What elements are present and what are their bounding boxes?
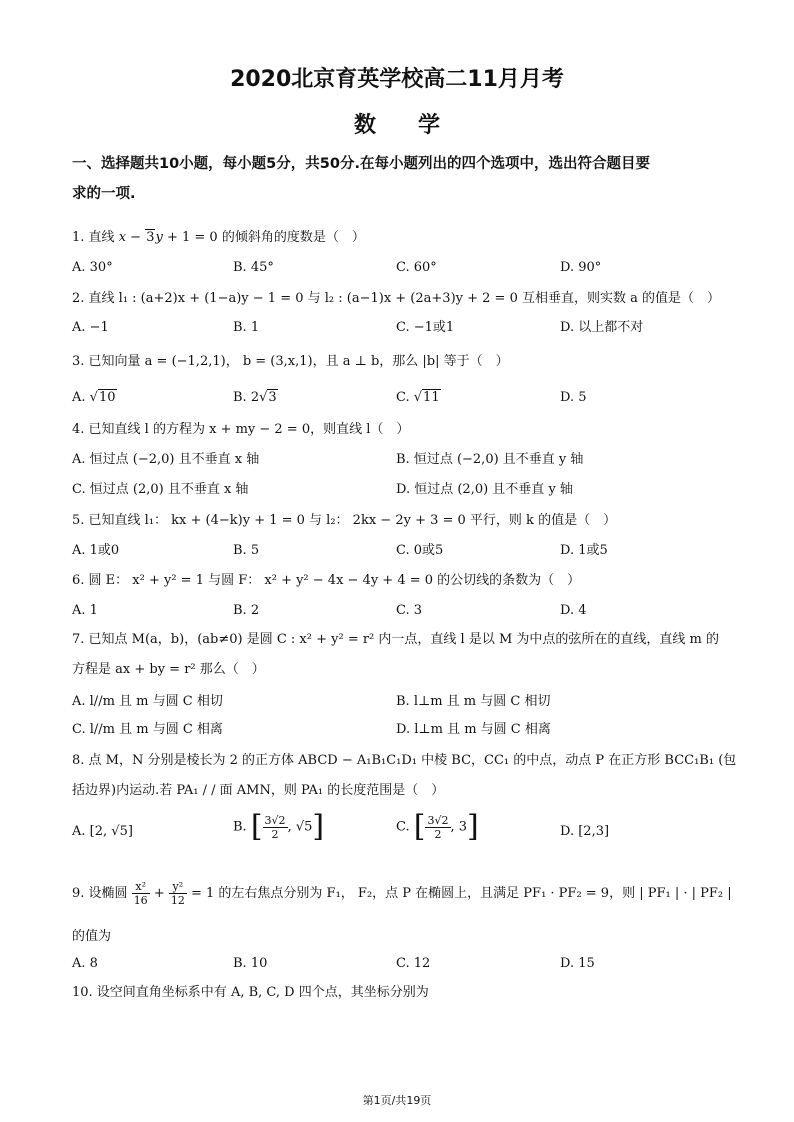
q3-option-b: B. 2√3 [233, 390, 277, 405]
q8-option-a [72, 822, 133, 842]
q8-c-label: C. [396, 819, 410, 835]
question-7-stem-line1: 7. 已知点 M(a，b)，(ab≠0) 是圆 C : x² + y² = r² 内一点，直线 l 是以 M 为中点的弦所在的直线，直线 m 的 [72, 632, 719, 647]
q2-option-a: A. −1 [72, 320, 109, 335]
q8-b-label: B. [233, 819, 247, 835]
subject-title: 数学 [353, 113, 482, 138]
question-2-stem: 2. 直线 l₁ : (a+2)x + (1−a)y − 1 = 0 与 l₂ : (a−1)x + (2a+3)y + 2 = 0 互相垂直，则实数 a 的值是（ ） [72, 291, 720, 306]
q3-c-label: C. [396, 390, 410, 405]
q2-option-d: D. 以上都不对 [560, 320, 644, 335]
q4-option-c: C. 恒过点 (2,0) 且不垂直 x 轴 [72, 482, 249, 497]
q8-c-tail: , 3 [450, 819, 468, 835]
section-heading-line1: 一、选择题共10小题，每小题5分，共50分.在每小题列出的四个选项中，选出符合题目要 [72, 156, 650, 172]
q1-option-d: D. 90° [560, 260, 602, 275]
q3-b-value: 3 [268, 390, 277, 405]
q7-option-a: A. l//m 且 m 与圆 C 相切 [72, 694, 223, 709]
sqrt-symbol: 3 [146, 230, 155, 245]
q8-a-label: A. [72, 824, 86, 839]
question-6-stem: 6. 圆 E： x² + y² = 1 与圆 F： x² + y² − 4x − 4y + 4 = 0 的公切线的条数为（ ） [72, 573, 581, 588]
question-7-stem-line2: 方程是 ax + by = r² 那么（ ） [72, 662, 265, 677]
q6-option-c: C. 3 [396, 603, 423, 618]
page-footer: 第1页/共19页 [362, 1094, 432, 1107]
q6-option-b: B. 2 [233, 603, 260, 618]
q3-c-value: 11 [423, 390, 440, 405]
q9-option-c: C. 12 [396, 956, 431, 971]
q1-stem-post: 的倾斜角的度数是（ ） [221, 230, 365, 245]
q7-option-c: C. l//m 且 m 与圆 C 相离 [72, 722, 223, 737]
fraction-numerator: 3√2 [427, 813, 449, 827]
q3-option-a: A. √10 [72, 390, 116, 405]
fraction-denominator: 12 [170, 894, 185, 907]
q3-option-c: C. √11 [396, 390, 440, 405]
exam-title: 2020北京育英学校高二11月月考 [230, 67, 564, 92]
question-8-stem-line2: 括边界)内运动.若 PA₁ / / 面 AMN，则 PA₁ 的长度范围是（ ） [72, 783, 445, 798]
fraction [263, 814, 288, 841]
fraction [169, 880, 187, 907]
q2-option-b: B. 1 [233, 320, 260, 335]
q8-option-d: D. [2,3] [560, 824, 610, 839]
right-bracket-icon: ] [467, 809, 479, 844]
question-4-stem: 4. 已知直线 l 的方程为 x + my − 2 = 0，则直线 l（ ） [72, 422, 410, 437]
question-9-stem: 9. 设椭圆 $\frac{\text{x²}}{16}$ + $\frac{\text{y²}}{12}$ = 1 的左右焦点分别为 F₁， F₂，点 P 在椭圆上，且满足 PF₁ · PF₂ = 9，则 | PF₁ | · | PF₂ | [72, 880, 732, 907]
left-bracket-icon: [ [250, 809, 263, 844]
q6-option-a: A. 1 [72, 603, 98, 618]
fraction-denominator: 16 [133, 894, 148, 907]
fraction-denominator: 2 [271, 827, 279, 841]
q5-option-c: C. 0或5 [396, 543, 444, 558]
q9-option-a: A. 8 [72, 956, 98, 971]
fraction [132, 880, 150, 907]
q1-option-b: B. 45° [233, 260, 274, 275]
q4-option-b: B. 恒过点 (−2,0) 且不垂直 y 轴 [396, 452, 584, 467]
q8-option-b [233, 809, 325, 844]
q5-option-a: A. 1或0 [72, 543, 120, 558]
q1-option-c: C. 60° [396, 260, 437, 275]
q9-stem-pre: 9. 设椭圆 [72, 886, 128, 901]
q8-option-c [396, 809, 479, 844]
question-10-stem: 10. 设空间直角坐标系中有 A, B, C, D 四个点，其坐标分别为 [72, 985, 429, 1000]
fraction [425, 814, 450, 841]
q3-a-label: A. [72, 390, 86, 405]
fraction-denominator: 2 [434, 827, 442, 841]
q3-b-label: B. 2 [233, 390, 260, 405]
q7-option-d: D. l⊥m 且 m 与圆 C 相离 [396, 722, 551, 737]
q4-option-d: D. 恒过点 (2,0) 且不垂直 y 轴 [396, 482, 573, 497]
question-5-stem: 5. 已知直线 l₁： kx + (4−k)y + 1 = 0 与 l₂： 2kx − 2y + 3 = 0 平行，则 k 的值是（ ） [72, 513, 617, 528]
question-8-stem-line1: 8. 点 M，N 分别是棱长为 2 的正方体 ABCD − A₁B₁C₁D₁ 中棱 BC，CC₁ 的中点，动点 P 在正方形 BCC₁B₁ (包 [72, 753, 737, 768]
q3-a-value: 10 [98, 390, 116, 405]
fraction-numerator: x² [132, 880, 150, 894]
q8-b-tail: , √5 [287, 819, 313, 835]
left-bracket-icon: [ [413, 809, 426, 844]
section-heading-line2: 求的一项. [72, 186, 136, 202]
fraction-numerator: y² [169, 880, 187, 894]
q1-stem-pre: 1. 直线 [72, 230, 115, 245]
q9-option-d: D. 15 [560, 956, 595, 971]
q9-option-b: B. 10 [233, 956, 268, 971]
q5-option-b: B. 5 [233, 543, 260, 558]
q4-option-a: A. 恒过点 (−2,0) 且不垂直 x 轴 [72, 452, 260, 467]
question-3-stem: 3. 已知向量 a = (−1,2,1)， b = (3,x,1)，且 a ⊥ b，那么 |b| 等于（ ） [72, 354, 509, 369]
q3-option-d: D. 5 [560, 390, 587, 405]
fraction-numerator: 3√2 [264, 813, 286, 827]
q5-option-d: D. 1或5 [560, 543, 608, 558]
q6-option-d: D. 4 [560, 603, 587, 618]
right-bracket-icon: ] [312, 809, 325, 844]
q1-option-a: A. 30° [72, 260, 113, 275]
q2-option-c: C. −1或1 [396, 320, 455, 335]
q9-stem-post: = 1 的左右焦点分别为 F₁， F₂，点 P 在椭圆上，且满足 PF₁ · PF₂ = 9，则 | PF₁ | · | PF₂ | [191, 886, 732, 901]
question-9-stem-line2: 的值为 [72, 929, 112, 944]
q7-option-b: B. l⊥m 且 m 与圆 C 相切 [396, 694, 551, 709]
question-1-stem: 1. 直线 x − 3y + 1 = 0 的倾斜角的度数是（ ） [72, 230, 365, 245]
q8-a-value: [2, √5] [89, 824, 133, 839]
